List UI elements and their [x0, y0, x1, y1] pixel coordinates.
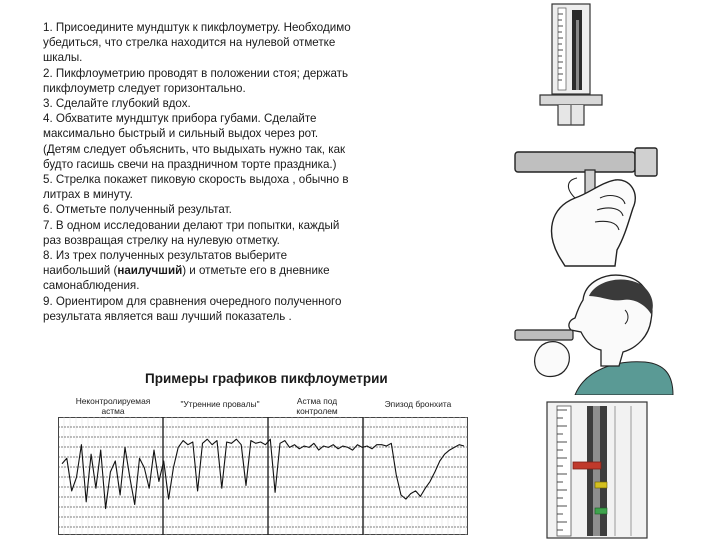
instruction-line: самонаблюдения. [43, 279, 140, 293]
instructions-text [43, 20, 461, 324]
instruction-line: 9. Ориентиром для сравнения очередного полученного [43, 294, 342, 308]
segment-label-line2: астма [101, 405, 125, 416]
segment-label-bronchitis [370, 400, 466, 410]
instruction-line: раз возвращая стрелку на нулевую отметку. [43, 233, 280, 247]
segment-label-line2: контролем [296, 405, 338, 416]
green-zone-marker [595, 508, 607, 514]
yellow-zone-marker [595, 482, 607, 488]
instruction-line: максимально быстрый и сильный выдох через рот. [43, 127, 319, 141]
instruction-line: пикфлоуметр следует горизонтально. [43, 81, 246, 95]
peak-flow-meter-illustration [500, 0, 630, 130]
person-exhaling-illustration [505, 270, 675, 395]
instruction-text: ) и отметьте его в дневнике [182, 264, 330, 278]
instruction-line: убедиться, что стрелка находится на нулевой отметке [43, 36, 336, 50]
instruction-line: 5. Стрелка покажет пиковую скорость выдоха , обычно в [43, 173, 349, 187]
chart-title: Примеры графиков пикфлоуметрии [145, 371, 388, 386]
instruction-line: 4. Обхватите мундштук прибора губами. Сделайте [43, 112, 317, 126]
segment-label-line1: Неконтролируемая [75, 396, 151, 406]
segment-label-uncontrolled [58, 397, 168, 416]
segment-label-controlled [272, 397, 362, 416]
instruction-line: 6. Отметьте полученный результат. [43, 203, 232, 217]
instruction-line: литрах в минуту. [43, 188, 133, 202]
instruction-text: наибольший ( [43, 264, 118, 278]
instruction-emphasis: наилучший [117, 264, 183, 278]
instruction-line: результата является ваш лучший показатель . [43, 309, 292, 323]
instruction-line: 3. Сделайте глубокий вдох. [43, 97, 191, 111]
meter-scale-closeup-illustration [545, 400, 655, 540]
segment-label-morning-dips [165, 400, 275, 410]
hand-holding-meter-illustration [505, 138, 675, 268]
peak-flow-chart [58, 417, 468, 535]
instruction-line: 7. В одном исследовании делают три попытки, каждый [43, 218, 340, 232]
instruction-line [43, 263, 461, 278]
segment-label-line1: Астма под [296, 396, 338, 406]
red-zone-marker [573, 462, 601, 469]
segment-label-line1: Эпизод бронхита [384, 399, 452, 409]
instruction-line: будто гасишь свечи на праздничном торте праздника.) [43, 157, 337, 171]
instruction-line: 2. Пикфлоуметрию проводят в положении стоя; держать [43, 66, 349, 80]
instruction-line: шкалы. [43, 51, 83, 65]
instruction-line: 1. Присоедините мундштук к пикфлоуметру. Необходимо [43, 21, 351, 34]
instruction-line: (Детям следует объяснить, что выдыхать нужно так, как [43, 142, 346, 156]
instruction-line: 8. Из трех полученных результатов выберите [43, 249, 288, 263]
segment-label-line1: "Утренние провалы" [180, 399, 260, 409]
